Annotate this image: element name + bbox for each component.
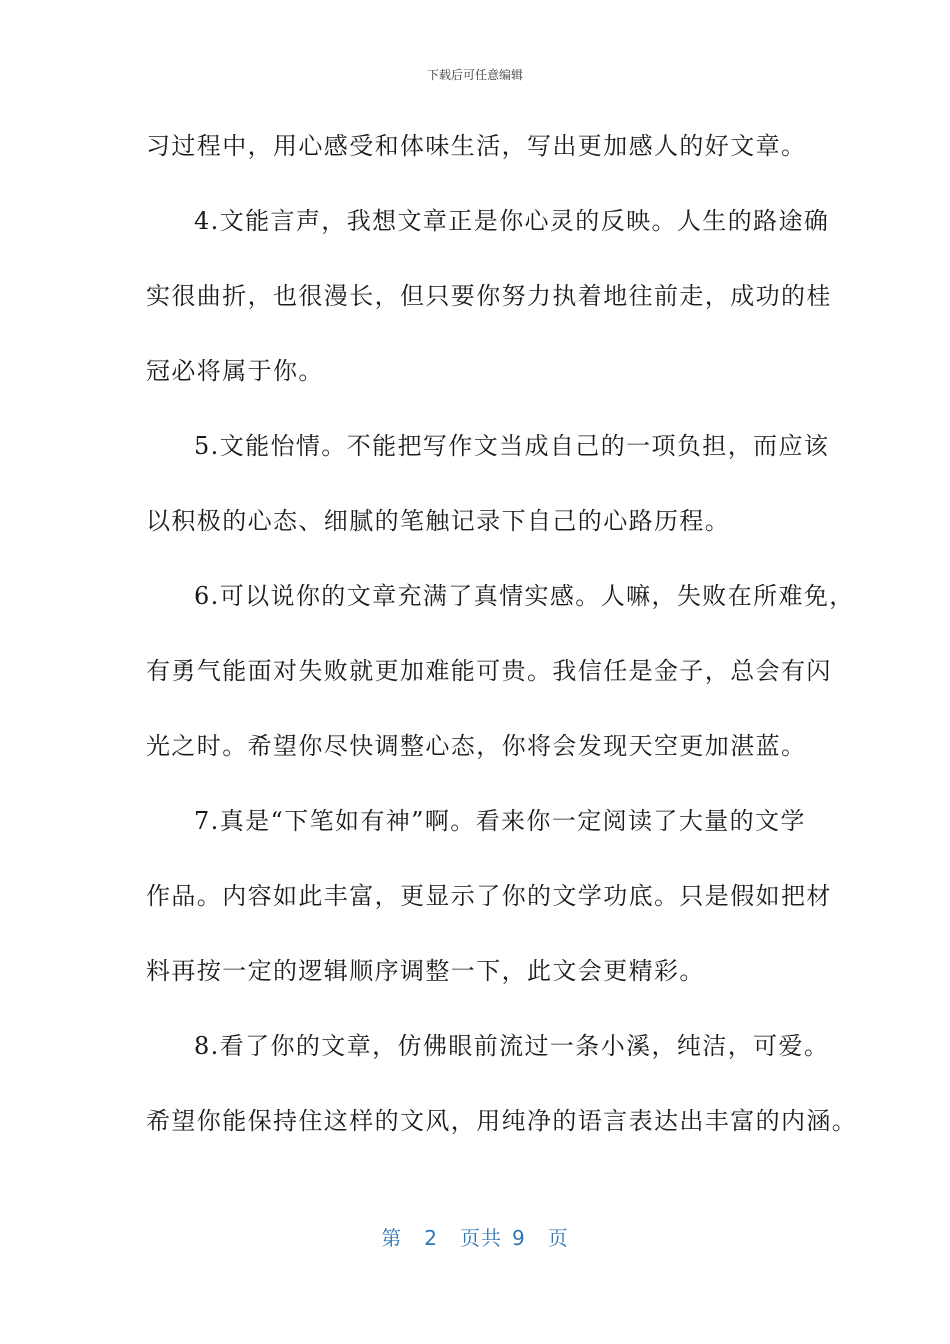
total-pages: 9	[512, 1226, 526, 1250]
page-header: 下载后可任意编辑	[426, 68, 523, 82]
text-line: 8.看了你的文章，仿佛眼前流过一条小溪，纯洁，可爱。	[194, 1032, 830, 1060]
text-line: 希望你能保持住这样的文风，用纯净的语言表达出丰富的内涵。	[146, 1107, 858, 1135]
text-line: 光之时。希望你尽快调整心态，你将会发现天空更加湛蓝。	[146, 732, 807, 760]
document-body	[146, 118, 858, 1168]
text-line: 料再按一定的逻辑顺序调整一下，此文会更精彩。	[146, 957, 705, 985]
text-line: 7.真是“下笔如有神”啊。看来你一定阅读了大量的文学	[194, 807, 806, 835]
text-line: 习过程中，用心感受和体味生活，写出更加感人的好文章。	[146, 132, 807, 160]
page-footer	[0, 1222, 950, 1251]
page-suffix: 页	[547, 1226, 569, 1250]
text-line: 实很曲折，也很漫长，但只要你努力执着地往前走，成功的桂	[146, 282, 832, 310]
text-line: 以积极的心态、细腻的笔触记录下自己的心路历程。	[146, 507, 731, 535]
page-number: 2	[424, 1226, 438, 1250]
text-line: 有勇气能面对失败就更加难能可贵。我信任是金子，总会有闪	[146, 657, 832, 685]
page-label: 第	[381, 1226, 403, 1250]
text-line: 5.文能怡情。不能把写作文当成自己的一项负担，而应该	[194, 432, 830, 460]
text-line: 冠必将属于你。	[146, 357, 324, 385]
text-line: 作品。内容如此丰富，更显示了你的文学功底。只是假如把材	[146, 882, 832, 910]
total-label: 页共	[460, 1226, 502, 1250]
text-line: 6.可以说你的文章充满了真情实感。人嘛，失败在所难免，	[194, 582, 855, 610]
text-line: 4.文能言声，我想文章正是你心灵的反映。人生的路途确	[194, 207, 830, 235]
